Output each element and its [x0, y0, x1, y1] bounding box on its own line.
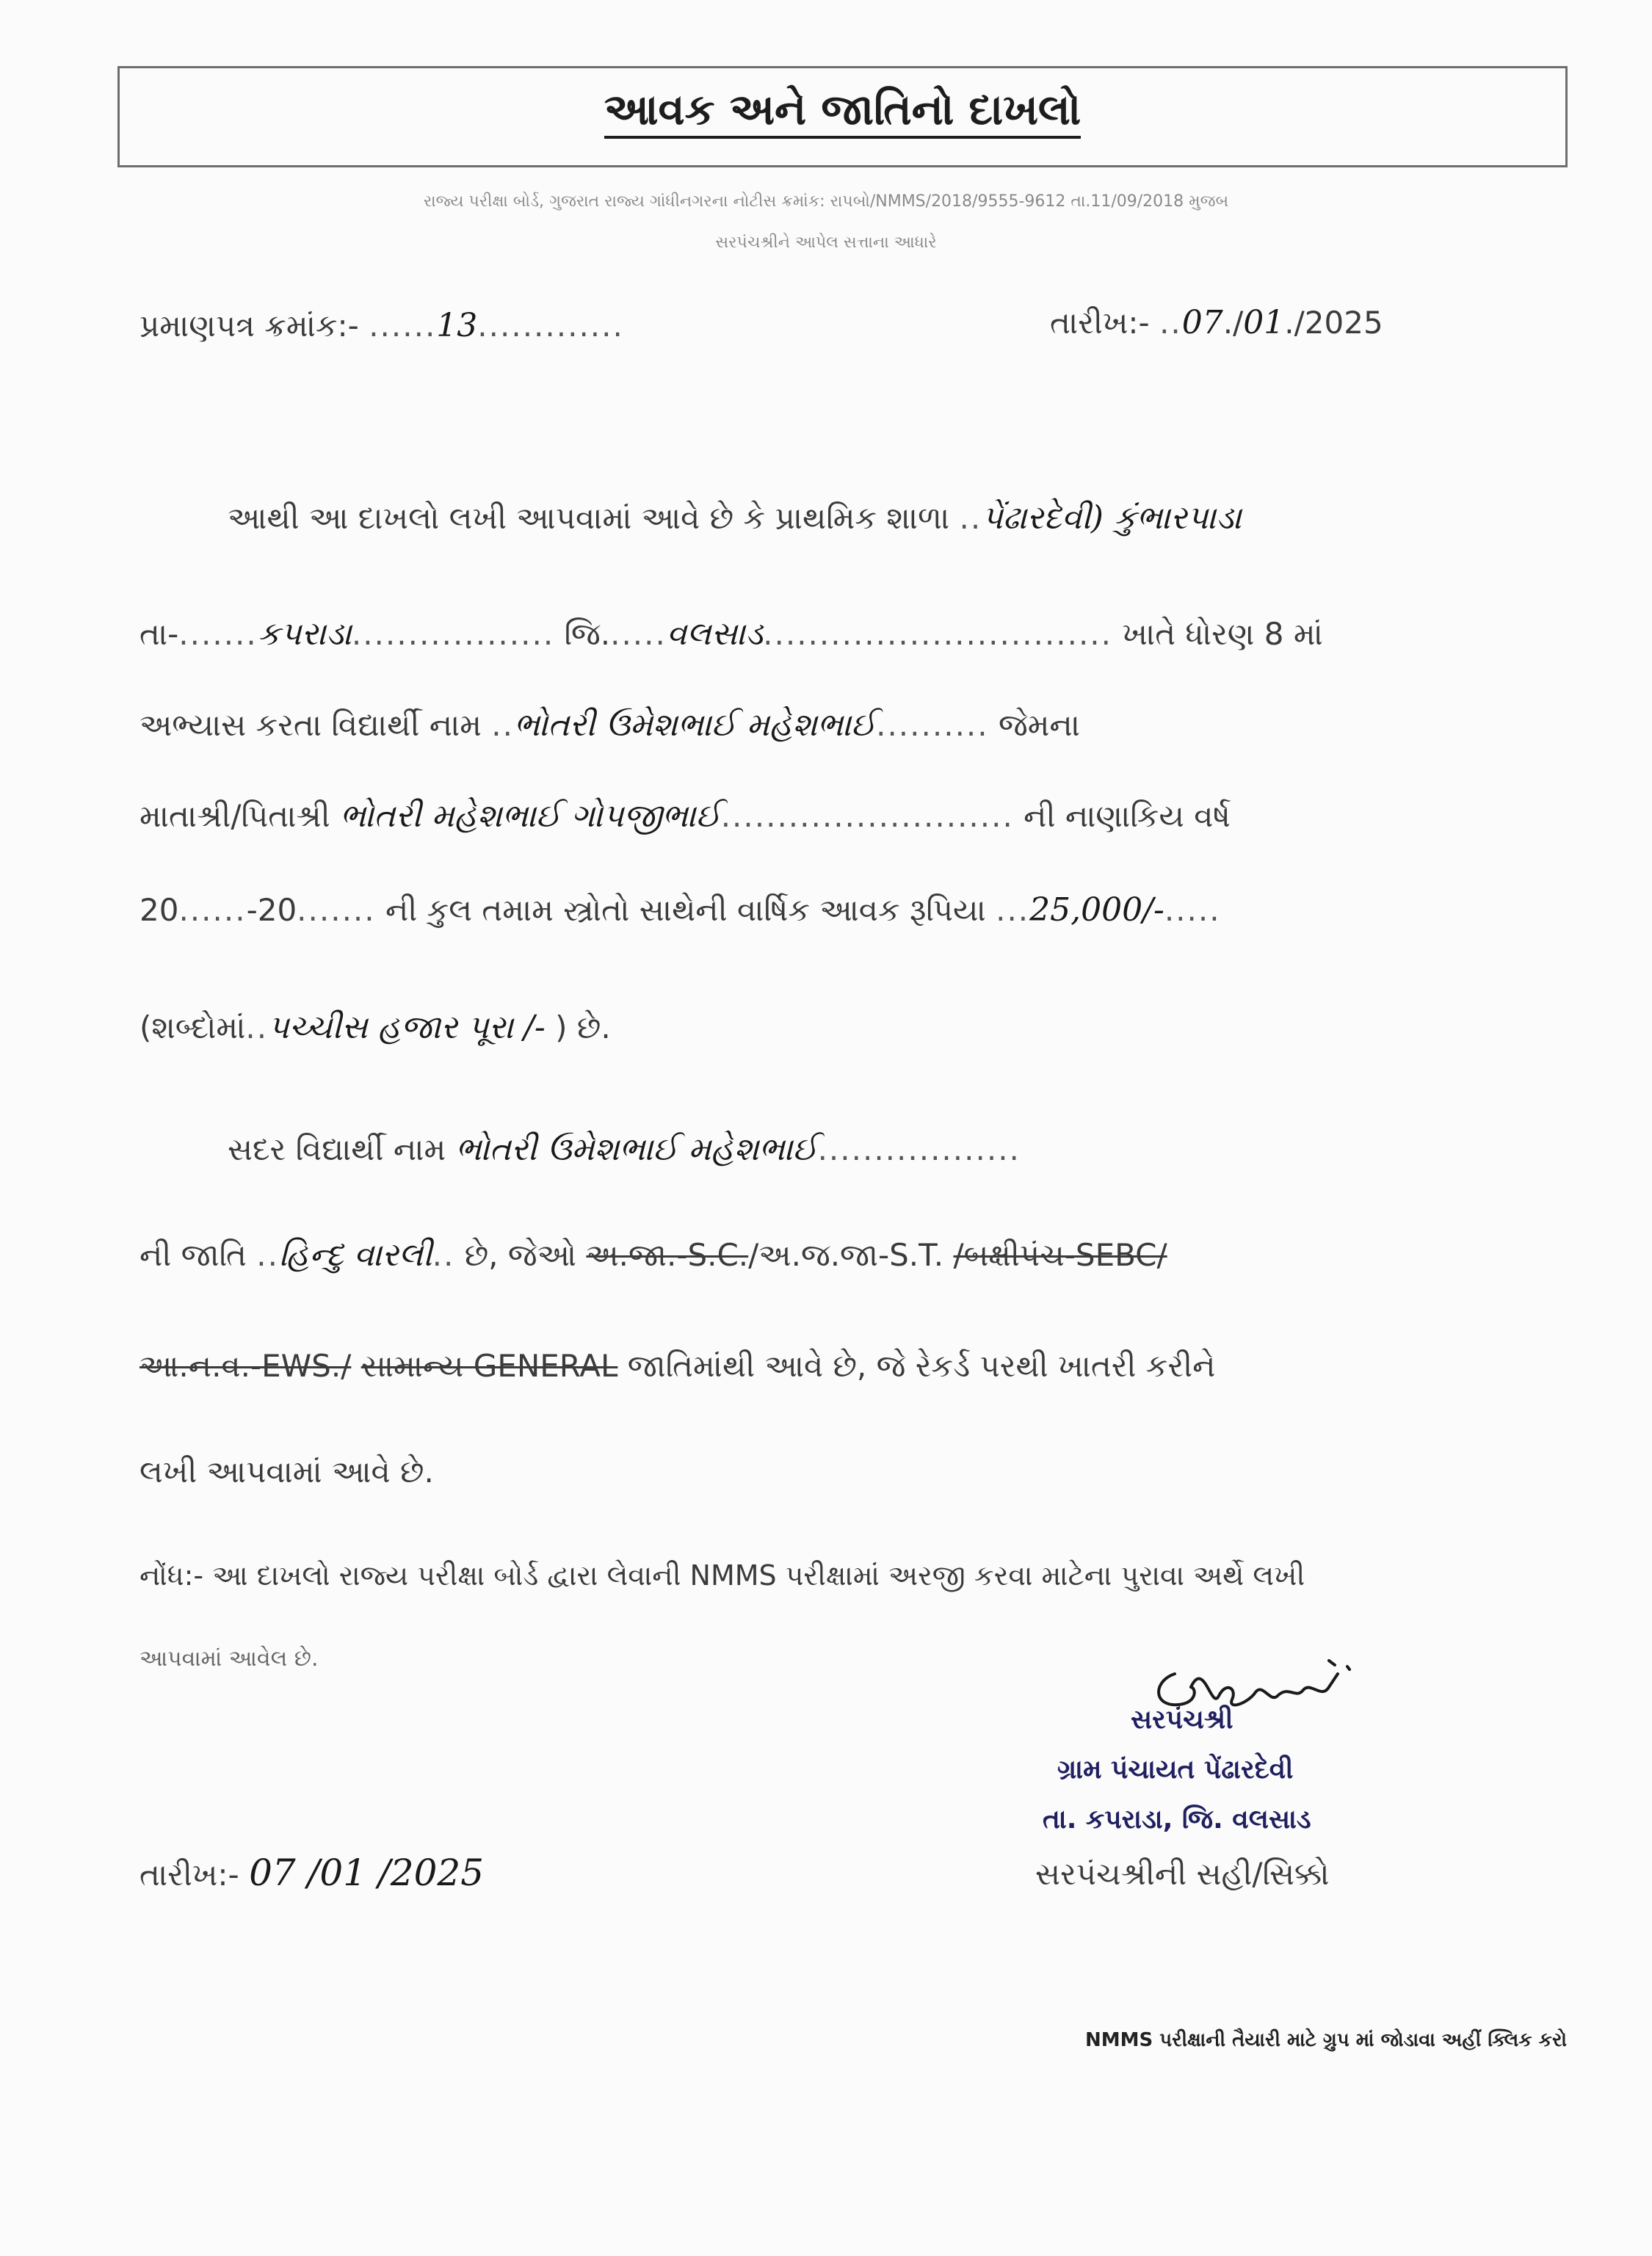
caste-st: /અ.જ.જા-S.T.	[748, 1237, 944, 1273]
para2-tail: જાતિમાંથી આવે છે, જે રેકર્ડ પરથી ખાતરી કરીને	[627, 1348, 1216, 1384]
para1-line-3: અભ્યાસ કરતા વિદ્યાર્થી નામ ..ભોતરી ઉમેશભાઈ મહેશભાઈ.......... જેમના	[140, 706, 1080, 744]
stamp-line-1: સરપંચશ્રી	[1131, 1705, 1233, 1735]
caste-value: હિન્દુ વારલી	[278, 1236, 432, 1274]
parent-label: માતાશ્રી/પિતાશ્રી	[140, 798, 330, 834]
para2-line-4: લખી આપવામાં આવે છે.	[140, 1454, 434, 1490]
signature-label: સરપંચશ્રીની સહી/સિક્કો	[1035, 1856, 1330, 1892]
para1-line-1: આથી આ દાખલો લખી આપવામાં આવે છે કે પ્રાથમિક શાળા ..પેંઢારદેવી) કુંભારપાડા	[228, 499, 1242, 537]
bottom-date-label: તારીખ:-	[140, 1857, 239, 1893]
caste-sebc-struck: /બક્ષીપંચ-SEBC/	[953, 1237, 1167, 1273]
para2-lead: સદર વિદ્યાર્થી નામ	[228, 1131, 446, 1167]
stamp-line-2: ગ્રામ પંચાયત પેંઢારદેવી	[1057, 1755, 1294, 1785]
income-value: 25,000/-	[1029, 891, 1164, 929]
title-box	[117, 66, 1568, 167]
district-label: જિ.	[564, 616, 611, 652]
year-to: -20	[246, 892, 297, 928]
school-name: પેંઢારદેવી) કુંભારપાડા	[982, 499, 1242, 537]
para1-line-6: (શબ્દોમાં..પચ્ચીસ હજાર પૂરા /- ) છે.	[140, 1009, 611, 1046]
taluka-value: કપરાડા	[257, 615, 352, 653]
certificate-date-year: 2025	[1304, 305, 1383, 341]
std-text: ખાતે ધોરણ 8 માં	[1122, 616, 1323, 652]
year-from: 20	[140, 892, 179, 928]
che-jeo: છે, જેઓ	[464, 1237, 577, 1273]
bottom-date-value: 07 /01 /2025	[249, 1851, 485, 1894]
certificate-date-label: તારીખ:-	[1050, 305, 1150, 341]
district-value: વલસાડ	[666, 615, 764, 653]
para2-line-3	[140, 1348, 1215, 1385]
notice-line-1: રાજ્ય પરીક્ષા બોર્ડ, ગુજરાત રાજ્ય ગાંધીનગરના નોટીસ ક્રમાંક: રાપબો/NMMS/2018/9555-9612 તા.11/09/2018 મુજબ	[423, 192, 1229, 211]
stamp-line-3: તા. કપરાડા, જિ. વલસાડ	[1043, 1805, 1311, 1835]
certificate-number-value: 13	[436, 307, 478, 344]
para1-line-5: 20......-20....... ની કુલ તમામ સ્ત્રોતો સાથેની વાર્ષિક આવક રૂપિયા ...25,000/-.....	[140, 891, 1221, 929]
para2-line-1: સદર વિદ્યાર્થી નામ ભોતરી ઉમેશભાઈ મહેશભાઈ..................	[228, 1131, 1021, 1168]
caste-sc-struck: અ.જા.-S.C.	[586, 1237, 749, 1273]
parent-name: ભોતરી મહેશભાઈ ગોપજીભાઈ	[339, 797, 721, 835]
certificate-number-row: પ્રમાણપત્ર ક્રમાંક:- ......13.............	[140, 307, 624, 344]
words-open: (શબ્દોમાં	[140, 1009, 246, 1045]
certificate-number-label: પ્રમાણપત્ર ક્રમાંક:-	[140, 308, 359, 344]
jemna-text: જેમના	[998, 707, 1080, 743]
note-line-2: આપવામાં આવેલ છે.	[140, 1646, 319, 1672]
study-label: અભ્યાસ કરતા વિદ્યાર્થી નામ	[140, 707, 482, 743]
notice-line-2: સરપંચશ્રીને આપેલ સત્તાના આધારે	[715, 233, 937, 252]
certificate-date-day: 07	[1181, 304, 1223, 341]
income-words: પચ્ચીસ હજાર પૂરા /-	[268, 1009, 546, 1046]
caste-general-struck: સામાન્ય GENERAL	[361, 1348, 618, 1384]
para1-line-4: માતાશ્રી/પિતાશ્રી ભોતરી મહેશભાઈ ગોપજીભાઈ.......................... ની નાણાકિય વર્ષ	[140, 797, 1231, 835]
income-text: ની કુલ તમામ સ્ત્રોતો સાથેની વાર્ષિક આવક રૂપિયા	[385, 892, 986, 928]
para1-line-2: તા-.......કપરાડા.................. જિ......વલસાડ............................... ખાતે ધોરણ 8 માં	[140, 615, 1323, 653]
bottom-date-row	[140, 1851, 484, 1894]
words-close: ) છે.	[555, 1009, 611, 1045]
student-name: ભોતરી ઉમેશભાઈ મહેશભાઈ	[514, 706, 877, 744]
footer-link[interactable]: NMMS પરીક્ષાની તૈયારી માટે ગ્રુપ માં જોડાવા અહીં ક્લિક કરો	[1085, 2029, 1567, 2051]
caste-ews-struck: આ.ન.વ.-EWS./	[140, 1348, 352, 1384]
para1-lead: આથી આ દાખલો લખી આપવામાં આવે છે કે પ્રાથમિક શાળા	[228, 500, 950, 536]
certificate-date-month: 01	[1243, 304, 1285, 341]
caste-label: ની જાતિ	[140, 1237, 247, 1273]
document-title: આવક અને જાતિનો દાખલો	[120, 84, 1565, 135]
taluka-label: તા-	[140, 616, 179, 652]
para2-student-name: ભોતરી ઉમેશભાઈ મહેશભાઈ	[455, 1131, 818, 1168]
para2-line-2: ની જાતિ ..હિન્દુ વારલી.. છે, જેઓ અ.જા.-S.C./અ.જ.જા-S.T. /બક્ષીપંચ-SEBC/	[140, 1236, 1167, 1274]
certificate-date-row: તારીખ:- ..07./01./2025	[1050, 304, 1383, 341]
note-line-1: નોંધ:- આ દાખલો રાજ્ય પરીક્ષા બોર્ડ દ્વારા લેવાની NMMS પરીક્ષામાં અરજી કરવા માટેના પુરાવા અર્થે લખી	[140, 1559, 1305, 1592]
year-label: ની નાણાકિય વર્ષ	[1024, 798, 1231, 834]
